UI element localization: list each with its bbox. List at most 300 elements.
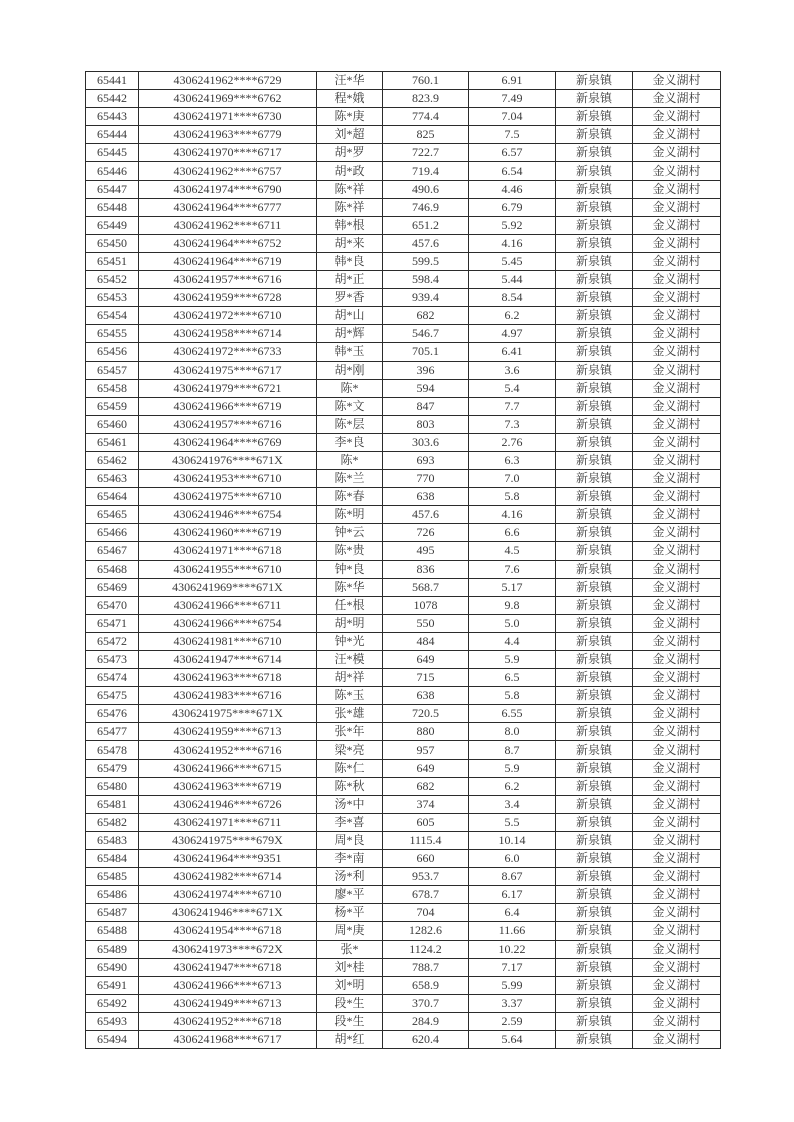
cell-masked-name: 张* bbox=[317, 940, 383, 958]
cell-town: 新泉镇 bbox=[556, 162, 633, 180]
cell-amount-primary: 303.6 bbox=[383, 433, 469, 451]
cell-amount-primary: 836 bbox=[383, 560, 469, 578]
cell-serial-number: 65493 bbox=[86, 1012, 139, 1030]
cell-serial-number: 65447 bbox=[86, 180, 139, 198]
cell-town: 新泉镇 bbox=[556, 271, 633, 289]
cell-masked-name: 胡*政 bbox=[317, 162, 383, 180]
cell-village: 金义湖村 bbox=[633, 940, 721, 958]
cell-masked-name: 胡*明 bbox=[317, 614, 383, 632]
cell-amount-primary: 957 bbox=[383, 741, 469, 759]
cell-amount-secondary: 7.17 bbox=[469, 958, 556, 976]
cell-masked-name: 陈*庚 bbox=[317, 108, 383, 126]
cell-masked-name: 李*喜 bbox=[317, 813, 383, 831]
cell-amount-primary: 760.1 bbox=[383, 72, 469, 90]
cell-town: 新泉镇 bbox=[556, 198, 633, 216]
cell-village: 金义湖村 bbox=[633, 976, 721, 994]
cell-amount-secondary: 7.5 bbox=[469, 126, 556, 144]
cell-amount-primary: 939.4 bbox=[383, 289, 469, 307]
cell-serial-number: 65492 bbox=[86, 994, 139, 1012]
cell-town: 新泉镇 bbox=[556, 705, 633, 723]
cell-town: 新泉镇 bbox=[556, 307, 633, 325]
cell-serial-number: 65468 bbox=[86, 560, 139, 578]
cell-serial-number: 65486 bbox=[86, 886, 139, 904]
cell-masked-id-number: 4306241952****6718 bbox=[139, 1012, 317, 1030]
cell-masked-name: 段*生 bbox=[317, 994, 383, 1012]
cell-masked-id-number: 4306241946****6754 bbox=[139, 506, 317, 524]
cell-masked-id-number: 4306241966****6715 bbox=[139, 759, 317, 777]
table-row bbox=[86, 795, 721, 813]
cell-town: 新泉镇 bbox=[556, 289, 633, 307]
cell-amount-primary: 374 bbox=[383, 795, 469, 813]
cell-town: 新泉镇 bbox=[556, 994, 633, 1012]
cell-amount-secondary: 5.44 bbox=[469, 271, 556, 289]
table-row bbox=[86, 289, 721, 307]
cell-masked-id-number: 4306241953****6710 bbox=[139, 470, 317, 488]
cell-amount-primary: 682 bbox=[383, 777, 469, 795]
cell-amount-primary: 658.9 bbox=[383, 976, 469, 994]
cell-serial-number: 65454 bbox=[86, 307, 139, 325]
cell-amount-secondary: 5.45 bbox=[469, 252, 556, 270]
cell-masked-id-number: 4306241947****6714 bbox=[139, 651, 317, 669]
cell-masked-id-number: 4306241957****6716 bbox=[139, 271, 317, 289]
cell-masked-id-number: 4306241947****6718 bbox=[139, 958, 317, 976]
cell-serial-number: 65475 bbox=[86, 687, 139, 705]
cell-amount-secondary: 11.66 bbox=[469, 922, 556, 940]
table-row bbox=[86, 596, 721, 614]
cell-masked-id-number: 4306241964****6777 bbox=[139, 198, 317, 216]
cell-amount-secondary: 6.4 bbox=[469, 904, 556, 922]
cell-masked-id-number: 4306241975****671X bbox=[139, 705, 317, 723]
table-row bbox=[86, 488, 721, 506]
cell-village: 金义湖村 bbox=[633, 361, 721, 379]
cell-masked-id-number: 4306241971****6711 bbox=[139, 813, 317, 831]
cell-serial-number: 65458 bbox=[86, 379, 139, 397]
cell-masked-name: 陈*文 bbox=[317, 397, 383, 415]
cell-masked-name: 任*根 bbox=[317, 596, 383, 614]
cell-village: 金义湖村 bbox=[633, 669, 721, 687]
cell-amount-primary: 825 bbox=[383, 126, 469, 144]
cell-town: 新泉镇 bbox=[556, 397, 633, 415]
cell-serial-number: 65460 bbox=[86, 415, 139, 433]
cell-serial-number: 65471 bbox=[86, 614, 139, 632]
cell-masked-name: 陈*春 bbox=[317, 488, 383, 506]
table-row bbox=[86, 180, 721, 198]
table-row bbox=[86, 433, 721, 451]
cell-village: 金义湖村 bbox=[633, 795, 721, 813]
cell-amount-primary: 953.7 bbox=[383, 868, 469, 886]
table-row bbox=[86, 198, 721, 216]
cell-masked-id-number: 4306241971****6718 bbox=[139, 542, 317, 560]
cell-masked-name: 陈*祥 bbox=[317, 198, 383, 216]
cell-amount-secondary: 3.6 bbox=[469, 361, 556, 379]
cell-serial-number: 65467 bbox=[86, 542, 139, 560]
cell-village: 金义湖村 bbox=[633, 632, 721, 650]
cell-amount-secondary: 4.4 bbox=[469, 632, 556, 650]
cell-amount-secondary: 6.79 bbox=[469, 198, 556, 216]
cell-masked-name: 汪*模 bbox=[317, 651, 383, 669]
cell-amount-secondary: 6.54 bbox=[469, 162, 556, 180]
cell-masked-id-number: 4306241962****6729 bbox=[139, 72, 317, 90]
cell-masked-name: 刘*桂 bbox=[317, 958, 383, 976]
cell-amount-primary: 568.7 bbox=[383, 578, 469, 596]
cell-amount-secondary: 5.8 bbox=[469, 687, 556, 705]
cell-masked-id-number: 4306241963****6719 bbox=[139, 777, 317, 795]
cell-amount-primary: 620.4 bbox=[383, 1030, 469, 1048]
cell-town: 新泉镇 bbox=[556, 108, 633, 126]
cell-village: 金义湖村 bbox=[633, 72, 721, 90]
cell-village: 金义湖村 bbox=[633, 470, 721, 488]
cell-masked-name: 陈* bbox=[317, 451, 383, 469]
cell-masked-id-number: 4306241976****671X bbox=[139, 451, 317, 469]
cell-amount-secondary: 8.54 bbox=[469, 289, 556, 307]
cell-town: 新泉镇 bbox=[556, 361, 633, 379]
table-row bbox=[86, 759, 721, 777]
cell-masked-id-number: 4306241973****672X bbox=[139, 940, 317, 958]
cell-village: 金义湖村 bbox=[633, 379, 721, 397]
cell-town: 新泉镇 bbox=[556, 940, 633, 958]
cell-village: 金义湖村 bbox=[633, 596, 721, 614]
cell-masked-id-number: 4306241964****6752 bbox=[139, 234, 317, 252]
cell-village: 金义湖村 bbox=[633, 198, 721, 216]
cell-masked-id-number: 4306241960****6719 bbox=[139, 524, 317, 542]
cell-masked-id-number: 4306241964****6769 bbox=[139, 433, 317, 451]
cell-masked-id-number: 4306241958****6714 bbox=[139, 325, 317, 343]
table-row bbox=[86, 669, 721, 687]
cell-village: 金义湖村 bbox=[633, 1030, 721, 1048]
cell-masked-id-number: 4306241975****6717 bbox=[139, 361, 317, 379]
cell-masked-name: 汤*中 bbox=[317, 795, 383, 813]
cell-amount-primary: 546.7 bbox=[383, 325, 469, 343]
cell-amount-secondary: 5.4 bbox=[469, 379, 556, 397]
cell-masked-name: 陈*仁 bbox=[317, 759, 383, 777]
cell-masked-id-number: 4306241966****6719 bbox=[139, 397, 317, 415]
cell-town: 新泉镇 bbox=[556, 90, 633, 108]
cell-amount-primary: 550 bbox=[383, 614, 469, 632]
cell-town: 新泉镇 bbox=[556, 904, 633, 922]
cell-masked-name: 钟*云 bbox=[317, 524, 383, 542]
table-row bbox=[86, 940, 721, 958]
cell-amount-primary: 720.5 bbox=[383, 705, 469, 723]
cell-amount-secondary: 10.14 bbox=[469, 831, 556, 849]
cell-town: 新泉镇 bbox=[556, 777, 633, 795]
cell-village: 金义湖村 bbox=[633, 651, 721, 669]
cell-amount-secondary: 7.6 bbox=[469, 560, 556, 578]
table-row bbox=[86, 1012, 721, 1030]
cell-masked-name: 胡*红 bbox=[317, 1030, 383, 1048]
table-row bbox=[86, 651, 721, 669]
cell-town: 新泉镇 bbox=[556, 144, 633, 162]
cell-village: 金义湖村 bbox=[633, 777, 721, 795]
cell-amount-primary: 726 bbox=[383, 524, 469, 542]
cell-amount-primary: 847 bbox=[383, 397, 469, 415]
cell-masked-id-number: 4306241974****6790 bbox=[139, 180, 317, 198]
cell-village: 金义湖村 bbox=[633, 506, 721, 524]
cell-serial-number: 65483 bbox=[86, 831, 139, 849]
table-row bbox=[86, 144, 721, 162]
cell-village: 金义湖村 bbox=[633, 922, 721, 940]
cell-amount-primary: 803 bbox=[383, 415, 469, 433]
cell-serial-number: 65463 bbox=[86, 470, 139, 488]
table-row bbox=[86, 162, 721, 180]
cell-amount-primary: 370.7 bbox=[383, 994, 469, 1012]
table-row bbox=[86, 922, 721, 940]
cell-masked-name: 钟*光 bbox=[317, 632, 383, 650]
cell-serial-number: 65485 bbox=[86, 868, 139, 886]
cell-serial-number: 65452 bbox=[86, 271, 139, 289]
cell-masked-id-number: 4306241968****6717 bbox=[139, 1030, 317, 1048]
cell-village: 金义湖村 bbox=[633, 560, 721, 578]
cell-masked-id-number: 4306241949****6713 bbox=[139, 994, 317, 1012]
cell-village: 金义湖村 bbox=[633, 180, 721, 198]
cell-masked-name: 胡*辉 bbox=[317, 325, 383, 343]
cell-serial-number: 65444 bbox=[86, 126, 139, 144]
cell-village: 金义湖村 bbox=[633, 343, 721, 361]
cell-village: 金义湖村 bbox=[633, 759, 721, 777]
cell-town: 新泉镇 bbox=[556, 831, 633, 849]
cell-amount-primary: 638 bbox=[383, 687, 469, 705]
cell-masked-id-number: 4306241981****6710 bbox=[139, 632, 317, 650]
cell-amount-secondary: 9.8 bbox=[469, 596, 556, 614]
data-table bbox=[85, 71, 721, 1049]
cell-amount-secondary: 5.9 bbox=[469, 759, 556, 777]
cell-amount-secondary: 6.41 bbox=[469, 343, 556, 361]
cell-amount-primary: 719.4 bbox=[383, 162, 469, 180]
cell-masked-id-number: 4306241971****6730 bbox=[139, 108, 317, 126]
cell-masked-name: 胡*来 bbox=[317, 234, 383, 252]
table-row bbox=[86, 1030, 721, 1048]
cell-amount-secondary: 2.59 bbox=[469, 1012, 556, 1030]
cell-amount-secondary: 5.9 bbox=[469, 651, 556, 669]
cell-amount-primary: 457.6 bbox=[383, 506, 469, 524]
cell-masked-name: 李*良 bbox=[317, 433, 383, 451]
cell-serial-number: 65442 bbox=[86, 90, 139, 108]
cell-town: 新泉镇 bbox=[556, 379, 633, 397]
cell-amount-secondary: 10.22 bbox=[469, 940, 556, 958]
cell-serial-number: 65455 bbox=[86, 325, 139, 343]
cell-amount-primary: 1078 bbox=[383, 596, 469, 614]
cell-village: 金义湖村 bbox=[633, 614, 721, 632]
cell-town: 新泉镇 bbox=[556, 415, 633, 433]
cell-village: 金义湖村 bbox=[633, 524, 721, 542]
table-row bbox=[86, 307, 721, 325]
table-row bbox=[86, 560, 721, 578]
cell-masked-name: 刘*超 bbox=[317, 126, 383, 144]
cell-town: 新泉镇 bbox=[556, 216, 633, 234]
table-row bbox=[86, 741, 721, 759]
table-row bbox=[86, 886, 721, 904]
cell-serial-number: 65441 bbox=[86, 72, 139, 90]
cell-masked-id-number: 4306241972****6710 bbox=[139, 307, 317, 325]
cell-masked-name: 周*庚 bbox=[317, 922, 383, 940]
cell-amount-secondary: 4.97 bbox=[469, 325, 556, 343]
cell-village: 金义湖村 bbox=[633, 90, 721, 108]
cell-serial-number: 65456 bbox=[86, 343, 139, 361]
cell-masked-id-number: 4306241966****6754 bbox=[139, 614, 317, 632]
cell-serial-number: 65450 bbox=[86, 234, 139, 252]
table-row bbox=[86, 632, 721, 650]
cell-amount-primary: 682 bbox=[383, 307, 469, 325]
cell-amount-secondary: 2.76 bbox=[469, 433, 556, 451]
table-row bbox=[86, 108, 721, 126]
cell-masked-name: 陈* bbox=[317, 379, 383, 397]
cell-masked-id-number: 4306241946****671X bbox=[139, 904, 317, 922]
cell-serial-number: 65462 bbox=[86, 451, 139, 469]
cell-amount-primary: 1115.4 bbox=[383, 831, 469, 849]
cell-town: 新泉镇 bbox=[556, 596, 633, 614]
cell-serial-number: 65457 bbox=[86, 361, 139, 379]
cell-amount-primary: 490.6 bbox=[383, 180, 469, 198]
cell-masked-id-number: 4306241972****6733 bbox=[139, 343, 317, 361]
table-row bbox=[86, 958, 721, 976]
cell-amount-primary: 396 bbox=[383, 361, 469, 379]
cell-amount-secondary: 7.04 bbox=[469, 108, 556, 126]
cell-village: 金义湖村 bbox=[633, 868, 721, 886]
cell-village: 金义湖村 bbox=[633, 687, 721, 705]
table-row bbox=[86, 705, 721, 723]
cell-village: 金义湖村 bbox=[633, 415, 721, 433]
table-row bbox=[86, 72, 721, 90]
cell-masked-name: 周*良 bbox=[317, 831, 383, 849]
cell-serial-number: 65478 bbox=[86, 741, 139, 759]
cell-amount-secondary: 5.64 bbox=[469, 1030, 556, 1048]
cell-town: 新泉镇 bbox=[556, 542, 633, 560]
cell-town: 新泉镇 bbox=[556, 976, 633, 994]
cell-serial-number: 65453 bbox=[86, 289, 139, 307]
cell-amount-primary: 722.7 bbox=[383, 144, 469, 162]
cell-amount-primary: 649 bbox=[383, 759, 469, 777]
cell-serial-number: 65461 bbox=[86, 433, 139, 451]
cell-town: 新泉镇 bbox=[556, 886, 633, 904]
table-row bbox=[86, 904, 721, 922]
cell-serial-number: 65474 bbox=[86, 669, 139, 687]
cell-town: 新泉镇 bbox=[556, 560, 633, 578]
cell-masked-name: 韩*良 bbox=[317, 252, 383, 270]
cell-masked-id-number: 4306241963****6779 bbox=[139, 126, 317, 144]
cell-village: 金义湖村 bbox=[633, 1012, 721, 1030]
table-row bbox=[86, 271, 721, 289]
cell-amount-secondary: 7.3 bbox=[469, 415, 556, 433]
cell-amount-primary: 770 bbox=[383, 470, 469, 488]
cell-town: 新泉镇 bbox=[556, 741, 633, 759]
cell-amount-primary: 705.1 bbox=[383, 343, 469, 361]
cell-amount-secondary: 6.0 bbox=[469, 850, 556, 868]
cell-amount-primary: 605 bbox=[383, 813, 469, 831]
cell-masked-id-number: 4306241983****6716 bbox=[139, 687, 317, 705]
table-row bbox=[86, 415, 721, 433]
cell-masked-id-number: 4306241970****6717 bbox=[139, 144, 317, 162]
cell-amount-secondary: 4.46 bbox=[469, 180, 556, 198]
table-row bbox=[86, 813, 721, 831]
cell-amount-primary: 880 bbox=[383, 723, 469, 741]
cell-amount-secondary: 4.16 bbox=[469, 234, 556, 252]
cell-amount-primary: 594 bbox=[383, 379, 469, 397]
cell-masked-name: 汤*利 bbox=[317, 868, 383, 886]
cell-serial-number: 65465 bbox=[86, 506, 139, 524]
cell-masked-id-number: 4306241952****6716 bbox=[139, 741, 317, 759]
cell-amount-secondary: 8.7 bbox=[469, 741, 556, 759]
cell-masked-id-number: 4306241963****6718 bbox=[139, 669, 317, 687]
cell-serial-number: 65466 bbox=[86, 524, 139, 542]
cell-town: 新泉镇 bbox=[556, 850, 633, 868]
cell-masked-id-number: 4306241962****6757 bbox=[139, 162, 317, 180]
cell-amount-primary: 774.4 bbox=[383, 108, 469, 126]
cell-masked-name: 胡*罗 bbox=[317, 144, 383, 162]
cell-town: 新泉镇 bbox=[556, 723, 633, 741]
table-body bbox=[86, 72, 721, 1049]
cell-masked-name: 廖*平 bbox=[317, 886, 383, 904]
cell-serial-number: 65489 bbox=[86, 940, 139, 958]
cell-amount-primary: 715 bbox=[383, 669, 469, 687]
table-row bbox=[86, 850, 721, 868]
cell-serial-number: 65488 bbox=[86, 922, 139, 940]
cell-serial-number: 65464 bbox=[86, 488, 139, 506]
cell-masked-name: 罗*香 bbox=[317, 289, 383, 307]
cell-town: 新泉镇 bbox=[556, 506, 633, 524]
cell-town: 新泉镇 bbox=[556, 632, 633, 650]
cell-masked-name: 杨*平 bbox=[317, 904, 383, 922]
table-row bbox=[86, 777, 721, 795]
cell-amount-secondary: 5.99 bbox=[469, 976, 556, 994]
cell-serial-number: 65477 bbox=[86, 723, 139, 741]
cell-amount-secondary: 3.37 bbox=[469, 994, 556, 1012]
table-row bbox=[86, 397, 721, 415]
cell-amount-secondary: 6.3 bbox=[469, 451, 556, 469]
cell-masked-name: 陈*贵 bbox=[317, 542, 383, 560]
cell-town: 新泉镇 bbox=[556, 451, 633, 469]
cell-masked-id-number: 4306241966****6713 bbox=[139, 976, 317, 994]
cell-amount-primary: 649 bbox=[383, 651, 469, 669]
cell-amount-secondary: 7.0 bbox=[469, 470, 556, 488]
table-row bbox=[86, 506, 721, 524]
cell-town: 新泉镇 bbox=[556, 578, 633, 596]
table-row bbox=[86, 542, 721, 560]
cell-village: 金义湖村 bbox=[633, 271, 721, 289]
cell-masked-name: 张*年 bbox=[317, 723, 383, 741]
cell-masked-name: 韩*玉 bbox=[317, 343, 383, 361]
cell-village: 金义湖村 bbox=[633, 433, 721, 451]
table-row bbox=[86, 90, 721, 108]
cell-village: 金义湖村 bbox=[633, 397, 721, 415]
cell-village: 金义湖村 bbox=[633, 813, 721, 831]
cell-serial-number: 65491 bbox=[86, 976, 139, 994]
cell-village: 金义湖村 bbox=[633, 451, 721, 469]
cell-masked-id-number: 4306241962****6711 bbox=[139, 216, 317, 234]
cell-village: 金义湖村 bbox=[633, 850, 721, 868]
cell-serial-number: 65487 bbox=[86, 904, 139, 922]
cell-amount-primary: 284.9 bbox=[383, 1012, 469, 1030]
cell-masked-name: 陈*秋 bbox=[317, 777, 383, 795]
cell-amount-secondary: 6.2 bbox=[469, 777, 556, 795]
cell-masked-name: 李*南 bbox=[317, 850, 383, 868]
cell-amount-secondary: 8.0 bbox=[469, 723, 556, 741]
cell-masked-name: 陈*玉 bbox=[317, 687, 383, 705]
cell-serial-number: 65482 bbox=[86, 813, 139, 831]
cell-serial-number: 65445 bbox=[86, 144, 139, 162]
table-row bbox=[86, 361, 721, 379]
cell-serial-number: 65446 bbox=[86, 162, 139, 180]
cell-town: 新泉镇 bbox=[556, 180, 633, 198]
cell-masked-id-number: 4306241959****6728 bbox=[139, 289, 317, 307]
table-row bbox=[86, 216, 721, 234]
cell-serial-number: 65472 bbox=[86, 632, 139, 650]
cell-village: 金义湖村 bbox=[633, 886, 721, 904]
table-row bbox=[86, 831, 721, 849]
cell-serial-number: 65448 bbox=[86, 198, 139, 216]
cell-amount-primary: 638 bbox=[383, 488, 469, 506]
cell-amount-primary: 598.4 bbox=[383, 271, 469, 289]
cell-town: 新泉镇 bbox=[556, 868, 633, 886]
cell-amount-primary: 651.2 bbox=[383, 216, 469, 234]
